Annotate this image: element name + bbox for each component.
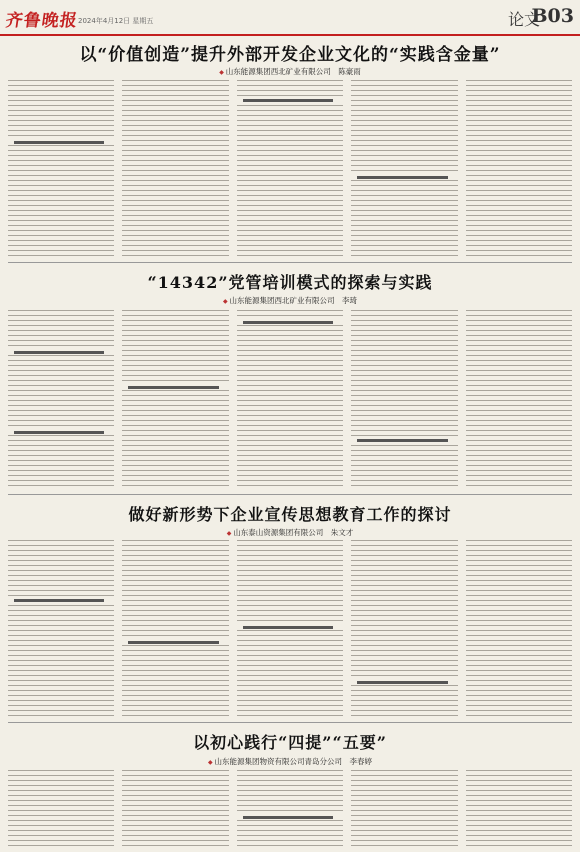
section-divider [8, 262, 572, 263]
article-2-title: “14342”党管培训模式的探索与实践 [147, 273, 433, 292]
article-3-title: 做好新形势下企业宣传思想教育工作的探讨 [128, 505, 452, 524]
text-column [237, 540, 343, 718]
article-3-byline: ◆ 山东泰山资源集团有限公司 朱文才 [0, 527, 580, 538]
article-1-title: 以“价值创造”提升外部开发企业文化的“实践含金量” [79, 45, 501, 65]
text-column [8, 310, 114, 490]
text-column [122, 540, 228, 718]
text-column [351, 770, 457, 848]
issue-date: 2024年4月12日 星期五 [78, 17, 154, 25]
text-column [237, 770, 343, 848]
section-name: 论文 [507, 10, 540, 29]
article-3-body [8, 540, 572, 718]
article-1-body [8, 80, 572, 258]
text-column [466, 80, 572, 258]
section-divider [8, 494, 572, 495]
article-4-title: 以初心践行“四提”“五要” [193, 733, 387, 752]
text-column [8, 770, 114, 848]
text-column [237, 310, 343, 490]
masthead [0, 0, 580, 36]
text-column [122, 770, 228, 848]
newspaper-logo: 齐鲁晚报 [4, 11, 80, 31]
text-column [466, 770, 572, 848]
article-2-body [8, 310, 572, 490]
text-column [237, 80, 343, 258]
text-column [351, 80, 457, 258]
text-column [351, 310, 457, 490]
text-column [8, 80, 114, 258]
text-column [122, 80, 228, 258]
page-number: B03 [531, 5, 574, 27]
text-column [351, 540, 457, 718]
text-column [122, 310, 228, 490]
text-column [466, 540, 572, 718]
section-divider [8, 722, 572, 723]
article-2-byline: ◆ 山东能源集团西北矿业有限公司 李琦 [0, 295, 580, 306]
article-4-body [8, 770, 572, 848]
article-4-byline: ◆ 山东能源集团物资有限公司青岛分公司 李春婷 [0, 756, 580, 767]
article-1-byline: ◆ 山东能源集团西北矿业有限公司 陈豪雨 [0, 66, 580, 77]
text-column [466, 310, 572, 490]
text-column [8, 540, 114, 718]
